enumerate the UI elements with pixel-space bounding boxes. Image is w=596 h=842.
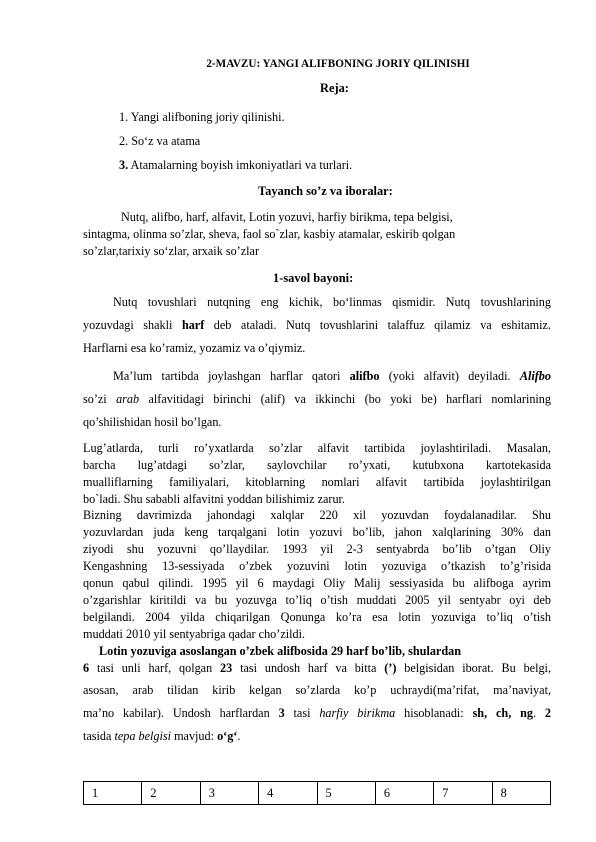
keywords-heading: Tayanch so’z va iboralar: <box>258 184 393 198</box>
paragraph-1-line: Harflarni esa ko’ramiz, yozamiz va o’qiymiz. <box>83 341 306 355</box>
text-run: . <box>237 729 241 743</box>
plan-item-number: 2. <box>119 134 129 148</box>
term-tepa-belgisi: tepa belgisi <box>114 729 172 743</box>
paragraph-5-line: Lotin yozuviga asoslangan o’zbek alifbosida 29 harf bo’lib, shulardan <box>99 644 461 658</box>
table-cell: 5 <box>317 782 375 805</box>
count-vowels: 6 <box>83 661 90 675</box>
text-run: . <box>532 706 545 720</box>
paragraph-5-line: asosan, arab tilidan kirib kelgan so’zlarda ko’p uchraydi(ma’rifat, ma’naviyat, <box>83 683 551 697</box>
paragraph-4-line: yozuvlardan juda keng tarqalgani lotin yozuvi bo’lib, jahon xalqlarining 30% dan <box>83 525 551 539</box>
text-run: tasi unli harf, qolgan <box>89 661 221 675</box>
paragraph-1-line <box>83 318 551 333</box>
table-cell: 3 <box>200 782 258 805</box>
paragraph-1-line: Nutq tovushlari nutqning eng kichik, bo‘linmas qismidir. Nutq tovushlarining <box>113 295 551 309</box>
paragraph-3-line: Lug’atlarda, turli ro’yxatlarda so’zlar alfavit tartibida joylashtiriladi. Masalan, <box>83 441 551 455</box>
text-run: yozuvdagi shakli <box>83 318 182 332</box>
count-consonants: 23 <box>220 661 233 675</box>
paragraph-5-line <box>83 661 551 676</box>
paragraph-3-line: bo`ladi. Shu sababli alfavitni yoddan bilishimiz zarur. <box>83 492 345 506</box>
diacritic-letters: o‘g‘ <box>217 729 238 743</box>
paragraph-3-line: barcha lug’atdagi so’zlar, saylovchilar ro’yxati, kutubxona kartotekasida <box>83 458 551 472</box>
paragraph-4-line: Kengashning 13-sessiyada o’zbek yozuvini lotin yozuviga o’tkazish to’g’risida <box>83 559 551 573</box>
plan-item-text: Atamalarning boyish imkoniyatlari va turlari. <box>130 158 353 172</box>
document-title: 2-MAVZU: YANGI ALIFBONING JORIY QILINISHI <box>206 58 470 70</box>
text-run: so’zi <box>83 392 117 406</box>
keywords-line: so’zlar,tarixiy so‘zlar, arxaik so’zlar <box>83 244 259 258</box>
plan-item <box>119 158 352 173</box>
table-row <box>84 782 551 805</box>
number-table <box>83 781 551 805</box>
paragraph-4-line: ziyodi shu yozuvni qo’llaydilar. 1993 yil 2-3 sentyabrda bo’lib o’tgan Oliy <box>83 542 551 556</box>
text-run: mavjud: <box>171 729 218 743</box>
keywords-line: sintagma, olinma so’zlar, sheva, faol so`zlar, kasbiy atamalar, eskirib qolgan <box>83 227 456 241</box>
paragraph-2-line <box>83 392 551 407</box>
text-run: deb ataladi. Nutq tovushlarini talaffuz qilamiz va eshitamiz. <box>204 318 551 332</box>
text-run: tasida <box>83 729 115 743</box>
plan-item-number: 3. <box>119 158 129 172</box>
paragraph-3-line: mualliflarning familiyalari, kitoblarning nomlari alfavit tartibida joylashtirilgan <box>83 475 551 489</box>
text-run: alfavitidagi birinchi (alif) va ikkinchi (bo yoki be) harflari nomlarining <box>139 392 551 406</box>
apostrophe-mark: (’) <box>384 661 397 675</box>
plan-item <box>119 110 285 125</box>
term-harf: harf <box>181 318 205 332</box>
question-heading: 1-savol bayoni: <box>273 271 354 285</box>
text-run: tasi undosh harf va bitta <box>232 661 385 675</box>
table-cell: 2 <box>142 782 200 805</box>
table-cell: 6 <box>375 782 433 805</box>
text-run: (yoki alfavit) deyiladi. <box>379 369 520 383</box>
count-digraphs: 3 <box>278 706 285 720</box>
text-run: Ma’lum tartibda joylashgan harflar qatori <box>113 369 350 383</box>
paragraph-5-line <box>83 729 240 744</box>
count-diacritics: 2 <box>544 706 551 720</box>
text-run: belgisidan iborat. Bu belgi, <box>396 661 551 675</box>
term-arab: arab <box>116 392 140 406</box>
table-cell: 7 <box>434 782 492 805</box>
paragraph-2-line <box>113 369 551 384</box>
paragraph-4-line: belgilandi. 2004 yilda chiqarilgan Qonunga ko’ra esa lotin yozuviga to’liq o’tish <box>83 610 551 624</box>
plan-item <box>119 134 200 149</box>
paragraph-5-line <box>83 706 551 721</box>
term-alifbo: alifbo <box>349 369 380 383</box>
digraph-list: sh, ch, ng <box>472 706 533 720</box>
keywords-line: Nutq, alifbo, harf, alfavit, Lotin yozuvi, harfiy birikma, tepa belgisi, <box>121 210 453 224</box>
paragraph-4-line: Bizning davrimizda jahondagi xalqlar 220 xil yozuvdan foydalanadilar. Shu <box>83 508 551 522</box>
text-run: tasi <box>284 706 320 720</box>
table-cell: 8 <box>492 782 550 805</box>
paragraph-4-line: muddati 2010 yil sentyabriga qadar cho’zildi. <box>83 627 306 641</box>
table-cell: 1 <box>84 782 142 805</box>
table-cell: 4 <box>259 782 317 805</box>
term-harfiy-birikma: harfiy birikma <box>319 706 396 720</box>
plan-item-number: 1. <box>119 110 129 124</box>
paragraph-4-line: qonun qabul qilindi. 1995 yil 6 maydagi Oliy Malij sessiyasida bu alifboga ayrim <box>83 576 551 590</box>
paragraph-4-line: o’zgarishlar kiritildi va bu yozuvga to’liq o’tish muddati 2005 yil sentyabr oyi deb <box>83 593 551 607</box>
plan-item-text: So‘z va atama <box>131 134 201 148</box>
text-run: hisoblanadi: <box>395 706 473 720</box>
paragraph-2-line: qo’shilishidan hosil bo’lgan. <box>83 415 222 429</box>
plan-item-text: Yangi alifboning joriy qilinishi. <box>130 110 285 124</box>
text-run: ma’no kabilar). Undosh harflardan <box>83 706 279 720</box>
plan-heading: Reja: <box>320 81 349 95</box>
term-alifbo-italic: Alifbo <box>519 369 551 383</box>
